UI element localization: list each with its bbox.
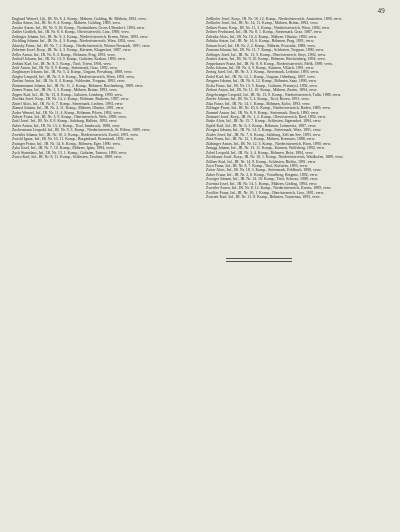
list-entry: Zicha Franz, Inf., IR. Nr. 13, 5. Komp., Galizien, Przemysl, 1892, verw.	[206, 83, 318, 88]
list-entry: Englund Wenzel, Lth., IR. Nr. 8, 4. Komp., Mähren, Golding, Br. Blüheia, 1892, verw.	[12, 17, 147, 21]
divider-rule	[226, 258, 292, 259]
list-entry: Zuber Franz, Inf., IR. Nr. 2, 6. Komp., Vorarlberg, Bregenz, 1892, verw.	[206, 172, 319, 177]
list-entry: Ziegler Leopold, Inf., IR. Nr. 5, 6. Komp., Niederösterreich, Wien, 1891, verw.	[12, 74, 135, 79]
list-entry: Ziegelwanger Leopold, Inf., IR. Nr. 13, 8. Komp., Niederösterreich, Tulln, 1888, verw.	[206, 92, 342, 97]
list-entry: Zwirner Karl, Inf., IR. Nr. 11, 8. Komp., Böhmen, Trautenau, 1893, verw.	[206, 195, 321, 200]
list-entry: Zillinger Franz, Inf., IR. Nr. 10, 6. Komp., Niederösterreich, Baden, 1889, verw.	[206, 106, 331, 111]
list-entry: Zahler Gottlieb, Inf., IR. Nr. 8, 6. Komp., Oberösterreich, Linz, 1890, verw.	[12, 30, 130, 35]
list-entry: Zimmerl Josef, Korp., IR. Nr. 1, 2. Komp., Oberösterreich, Ried, 1892, verw.	[206, 114, 327, 119]
list-entry: Zuber Anton, Inf., IR. Nr. 13, 4. Komp., Tirol, Innsbruck, 1888, verw.	[12, 123, 121, 128]
list-entry: Zimmel Anton, Inf., IR. Nr. 8, 9. Komp., Steiermark, Bruck, 1890, verw.	[206, 110, 319, 115]
list-entry: Zöhrer Franz, Inf., IR. Nr. 3, 9. Komp., Oberösterreich, Wels, 1890, verw.	[12, 114, 127, 119]
list-entry: Zieglmayer Johann, Inf., IR. Nr. 5, 4. Komp., Ungarn, Pressburg, 1888, verw.	[12, 70, 133, 75]
list-entry: Zyka Josef, Inf., IR. Nr. 7, 10. Komp., Mähren, Iglau, 1894, verw.	[12, 146, 115, 151]
list-entry: Zeman Josef, Inf., IR. Nr. 2, 2. Komp., Mähren, Prossnitz, 1888, verw.	[206, 43, 316, 48]
list-entry: Zimmermann Johann, Inf., IR. Nr. 11, 2. Komp., Böhmen, Reichenberg, 1889, verw.	[12, 83, 144, 88]
list-entry: Zernig Josef, Inf., IR. Nr. 3, 3. Komp., Steiermark, Leibnitz, 1893, verw.	[206, 70, 319, 75]
list-entry: Zdarsky Franz, Inf., IR. Nr. 7, 2. Komp., Niederösterreich, Wiener-Neustadt, 1891, verw.	[12, 43, 151, 48]
list-entry: Zeppelzauer Franz, Inf., IR. Nr. 8, 8. Komp., Niederösterreich, Melk, 1889, verw.	[206, 61, 333, 66]
list-entry: Zwölfer Franz, Inf., IR. Nr. 10, 1. Komp., Oberösterreich, Linz, 1891, verw.	[206, 190, 325, 195]
list-entry: Zorn Franz, Inf., IR. Nr. 8, 7. Komp., Tirol, Kufstein, 1893, verw.	[206, 163, 308, 168]
list-entry: Zerbs Johann, Inf., IR. Nr. 4, 9. Komp., Kärnten, Villach, 1891, verw.	[206, 65, 315, 70]
left-column	[12, 17, 196, 262]
list-entry: Zettka Anton, Inf., IR. Nr. 8, 4. Komp., Mähren, Golding, 1889, verw.	[12, 21, 121, 26]
list-entry: Ziebart Anton, Inf., IR. Nr. 11, 10. Komp., Mähren, Znaim, 1894, verw.	[206, 88, 318, 93]
list-entry: Zmugg Johann, Inf., IR. Nr. 13, 11. Komp., Kärnten, Wolfsberg, 1892, verw.	[206, 146, 326, 151]
list-entry: Zirngast Johann, Inf., IR. Nr. 14, 5. Komp., Steiermark, Weiz, 1891, verw.	[206, 128, 322, 133]
divider-rule	[226, 261, 292, 262]
list-entry: Zeugner Johann, Inf., IR. Nr. 6, 12. Komp., Böhmen, Saaz, 1890, verw.	[206, 79, 318, 84]
list-entry: Zottl Josef, Inf., IR. Nr. 8, 8. Komp., Salzburg, Hallein, 1893, verw.	[12, 119, 118, 124]
list-entry: Zika Franz, Inf., IR. Nr. 14, 1. Komp., Böhmen, Kolin, 1893, verw.	[206, 101, 311, 106]
list-entry: Zehetner Josef, Korp., IR. Nr. 2, 5. Komp., Kärnten, Klagenfurt, 1887, verw.	[12, 48, 132, 53]
list-entry: Zistler Josef, Inf., IR. Nr. 7, 6. Komp., Salzburg, Zell am See, 1893, verw.	[206, 132, 322, 137]
list-entry: Zoder Wenzel, Inf., IR. Nr. 11, 4. Komp., Böhmen, Pilsen, 1892, verw.	[12, 110, 122, 115]
list-entry: Zwerina Josef, Inf., IR. Nr. 14, 1. Komp., Mähren, Göding, 1894, verw.	[206, 181, 318, 186]
list-entry: Zöchling Johann, Inf., IR. Nr. 4, 3. Komp., Niederösterreich, Wien, 1892, verw.	[12, 39, 136, 44]
list-entry: Zöllner Karl, Inf., IR. Nr. 14, 8. Komp., Schlesien, Bielitz, 1891, verw.	[206, 159, 317, 164]
list-entry: Zitterl Alois, Inf., IR. Nr. 6, 7. Komp., Steiermark, Leoben, 1894, verw.	[12, 101, 124, 106]
list-entry: Zinke Alois, Inf., IR. Nr. 15, 7. Komp., Schlesien, Jägerndorf, 1894, verw.	[206, 119, 322, 124]
list-entry: Zenker Anton, Inf., IR. Nr. 9, 10. Komp., Böhmen, Reichenberg, 1894, verw.	[206, 57, 326, 62]
list-entry: Zwerger Johann, Inf., IR. Nr. 14, 10. Komp., Tirol, Schwaz, 1888, verw.	[206, 177, 319, 182]
list-entry: Zwirn Karl, Inf., IR. Nr. 8, 11. Komp., Schlesien, Teschen, 1889, verw.	[12, 155, 123, 160]
list-entry: Zitta Franz, Inf., IR. Nr. 12, 1. Komp., Mähren, Kremsier, 1888, verw.	[206, 137, 316, 142]
list-entry: Zischka Josef, Korp., IR. Nr. 14, 2. Komp., Böhmen, Budweis, 1887, verw.	[12, 97, 130, 102]
list-entry: Zeilner Franz, Korp., IR. Nr. 11, 3. Komp., Niederösterreich, Wien, 1894, verw.	[206, 25, 331, 30]
list-entry: Zerbini Karl, Inf., IR. Nr. 8, 5. Komp., Tirol, Trient, 1894, verw.	[12, 61, 112, 66]
list-entry: Zotter Alois, Inf., IR. Nr. 18, 3. Komp., Steiermark, Feldbach, 1890, verw.	[206, 168, 322, 173]
list-entry: Zöchbauer Josef, Korp., IR. Nr. 10, 1. Komp., Niederösterreich, Waidhofen, 1889, verw.	[206, 155, 344, 160]
list-entry: Zelinka Anton, Inf., IR. Nr. 14, 6. Komp., Böhmen, Prag, 1891, verw.	[206, 39, 315, 44]
list-entry: Zierler Johann, Inf., IR. Nr. 5, 4. Komp., Tirol, Bozen, 1891, verw.	[206, 97, 310, 102]
list-entry: Zuckermann Leopold, Inf., IR. Nr. 9, 3. Komp., Niederösterreich, St. Pölten, 1889, verw.	[12, 128, 151, 133]
list-entry: Zlabinger Anton, Inf., IR. Nr. 12, 3. Komp., Niederösterreich, Horn, 1890, verw.	[206, 141, 332, 146]
list-entry: Zeilinger Johann, Inf., IR. Nr. 9, 2. Komp., Niederösterreich, Krems, Wien, 1893, verw.	[12, 34, 149, 39]
two-column-list	[12, 17, 390, 262]
list-entry: Zobel Leopold, Inf., IR. Nr. 3, 4. Komp., Böhmen, Brüx, 1894, verw.	[206, 150, 314, 155]
list-entry: Zinner Franz, Inf., IR. Nr. 1, 3. Komp., Mähren, Brünn, 1893, verw.	[12, 88, 118, 93]
list-entry: Zeilhofer Josef, Inf., IR. Nr. 14, 11. Komp., Mähren, Brünn, 1892, verw.	[206, 21, 319, 26]
list-entry: Zettl Anton, Inf., IR. Nr. 9, 9. Komp., Steiermark, Graz, 1892, verw.	[12, 65, 119, 70]
list-entry: Zipfel Karl, Inf., IR. Nr. 6, 3. Komp., Böhmen, Leitmeritz, 1887, verw.	[206, 123, 317, 128]
list-entry: Zemann Johann, Inf., IR. Nr. 11, 7. Komp., Schlesien, Troppau, 1890, verw.	[206, 48, 325, 53]
list-entry: Zwickl Ignaz, Inf., IR. Nr. 10, 11. Komp., Burgenland, Eisenstadt, 1892, verw.	[12, 137, 135, 142]
list-entry: Zettel Karl, Inf., IR. Nr. 12, 1. Komp., Ungarn, Ödenburg, 1887, verw.	[206, 74, 316, 79]
list-entry: Zwinger Franz, Inf., IR. Nr. 14, 6. Komp., Böhmen, Eger, 1890, verw.	[12, 141, 121, 146]
page-number: 49	[377, 7, 385, 15]
list-entry: Zeilinger Josef, Inf., IR. Nr. 13, 5. Komp., Oberösterreich, Steyr, 1892, verw.	[206, 52, 326, 57]
list-entry: Zipper Karl, Inf., IR. Nr. 13, 8. Komp., Galizien, Lemberg, 1890, verw.	[12, 92, 123, 97]
list-entry: Zwettler Anton, Inf., IR. Nr. 8, 12. Komp., Niederösterreich, Krems, 1889, verw.	[206, 186, 332, 191]
list-entry: Zwettler Johann, Inf., IR. Nr. 10, 2. Komp., Niederösterreich, Zwettl, 1891, verw.	[12, 132, 139, 137]
list-entry: Zasche Anton, Inf., IR. Nr. 9, 10. Komp., Nordmähren, Gross-Ullersdorf, 1894, verw.	[12, 25, 146, 30]
list-entry: Zerhoff Johann, Inf., IR. Nr. 13, 9. Komp., Galizien, Krakau, 1890, verw.	[12, 57, 126, 62]
list-entry: Zellhofer Josef, Korp., IR. Nr. 10, 12. Komp., Niederösterreich, Amstetten, 1890, verw.	[206, 17, 343, 21]
list-entry: Zlamal Johann, Inf., IR. Nr. 2, 11. Komp., Mähren, Olmütz, 1891, verw.	[12, 106, 125, 111]
list-entry: Zeilner Ferdinand, Inf., IR. Nr. 8, 1. Komp., Steiermark, Graz, 1887, verw.	[206, 30, 323, 35]
list-entry: Zelenka Alois, Inf., IR. Nr. 10, 4. Komp., Mähren, Olmütz, 1893, verw.	[206, 34, 318, 39]
list-entry: Zeller Anton, Inf., IR. Nr. 8, 4. Komp., Böhmen, Prag, 1893, verw.	[12, 52, 116, 57]
right-column	[206, 17, 390, 262]
list-entry: Zierhut Anton, Inf., IR. Nr. 8, 4. Komp., Schlesien, Troppau, 1892, verw.	[12, 79, 126, 84]
list-entry: Zych Stanislaus, Inf., IR. Nr. 13, 1. Komp., Galizien, Tarnow, 1893, verw.	[12, 150, 127, 155]
